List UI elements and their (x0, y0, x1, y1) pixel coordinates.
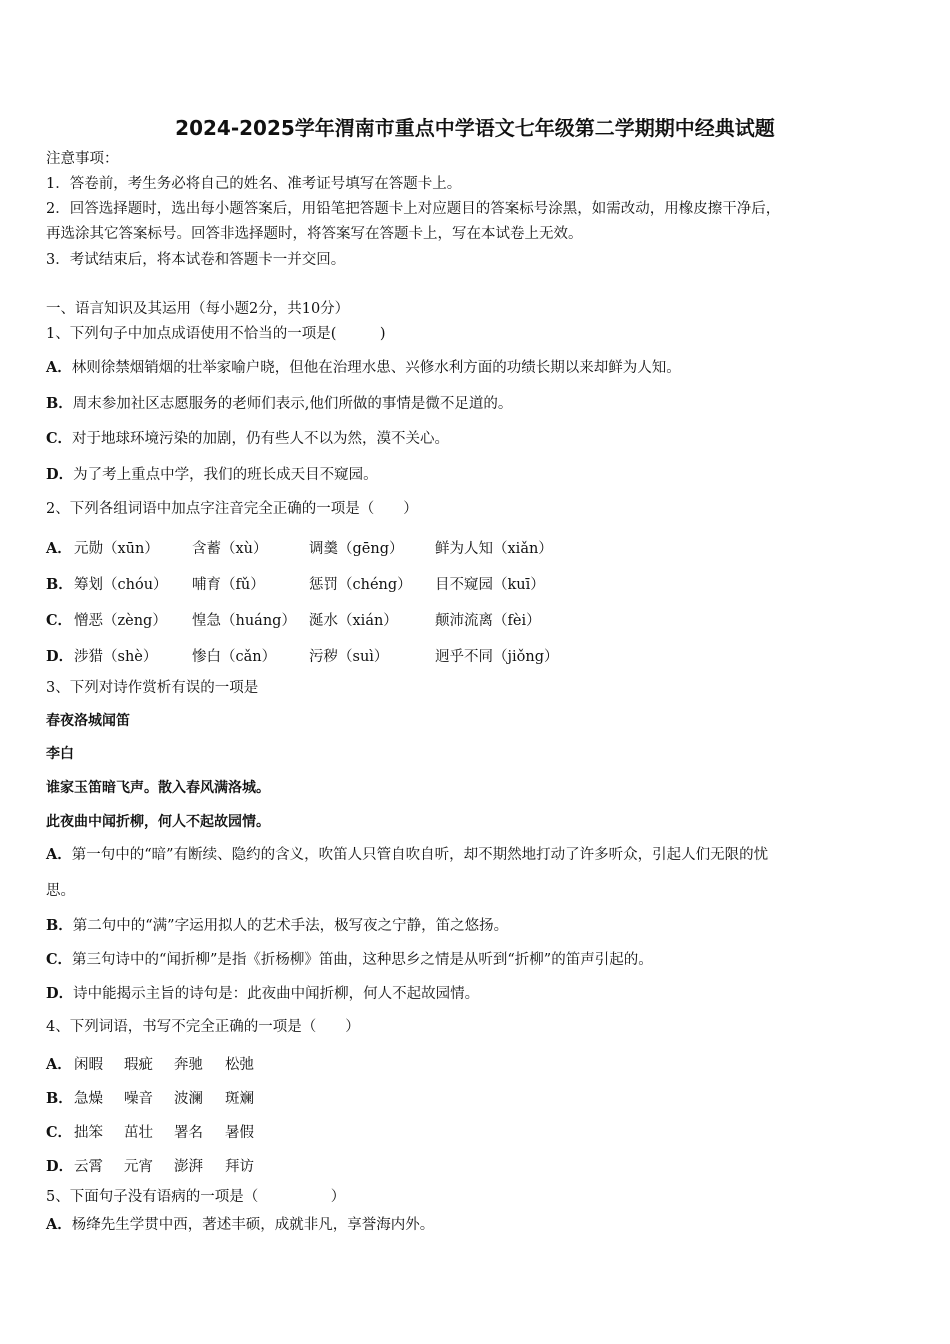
notice-item: 2．回答选择题时，选出每小题答案后，用铅笔把答题卡上对应题目的答案标号涂黑，如需改动，用橡皮擦干净后， (46, 201, 781, 217)
option-word: 迥乎不同（jiǒng） (435, 649, 559, 665)
question-1-option-a (46, 359, 681, 377)
question-2-stem: 2、下列各组词语中加点字注音完全正确的一项是（ ） (46, 501, 418, 517)
question-4-stem: 4、下列词语，书写不完全正确的一项是（ ） (46, 1019, 360, 1035)
option-word: 茁壮 (124, 1125, 153, 1141)
question-1-stem: 1、下列句子中加点成语使用不恰当的一项是( ) (46, 326, 386, 342)
option-word: 含蓄（xù） (192, 541, 268, 557)
option-text: 周末参加社区志愿服务的老师们表示,他们所做的事情是微不足道的。 (72, 396, 513, 412)
option-text: 第三句诗中的“闻折柳”是指《折杨柳》笛曲，这种思乡之情是从听到“折柳”的笛声引起的。 (72, 952, 653, 968)
option-word: 憎恶（zèng） (74, 613, 167, 629)
option-label: D． (46, 1158, 74, 1175)
option-word: 暑假 (225, 1125, 254, 1141)
option-word: 斑斓 (225, 1091, 254, 1107)
option-word: 涉猎（shè） (74, 649, 158, 665)
option-word: 松弛 (225, 1057, 254, 1073)
option-text: 为了考上重点中学，我们的班长成天目不窥园。 (73, 467, 378, 483)
option-label: A． (46, 846, 72, 863)
question-3-option-d (46, 985, 479, 1003)
option-word: 污秽（suì） (309, 649, 389, 665)
question-5-stem: 5、下面句子没有语病的一项是（ ） (46, 1189, 346, 1205)
option-text: 第一句中的“暗”有断续、隐约的含义，吹笛人只管自吹自听，却不期然地打动了许多听众，引起人们无限的忧 (71, 847, 769, 863)
option-word: 瑕疵 (124, 1057, 153, 1073)
option-text: 对于地球环境污染的加剧，仍有些人不以为然，漠不关心。 (72, 431, 450, 447)
poem-line: 谁家玉笛暗飞声。散入春风满洛城。 (46, 780, 270, 796)
question-3-option-a (46, 846, 768, 864)
option-label: B． (46, 1090, 73, 1107)
option-word: 鲜为人知（xiǎn） (435, 541, 553, 557)
question-3-option-b (46, 917, 508, 935)
question-3-option-a-cont: 思。 (46, 883, 75, 899)
option-word: 惩罚（chéng） (309, 577, 412, 593)
poem-title: 春夜洛城闻笛 (46, 713, 130, 729)
option-text: 第二句中的“满”字运用拟人的艺术手法，极写夜之宁静，笛之悠扬。 (72, 918, 509, 934)
option-word: 澎湃 (174, 1159, 203, 1175)
option-label: D． (46, 648, 74, 665)
poem-line: 此夜曲中闻折柳，何人不起故园情。 (46, 814, 270, 830)
option-word: 筹划（chóu） (74, 577, 168, 593)
option-label: A． (46, 1216, 72, 1233)
option-label: A． (46, 540, 72, 557)
question-1-option-d (46, 466, 378, 484)
option-word: 拙笨 (74, 1125, 103, 1141)
option-label: D． (46, 985, 74, 1002)
option-text: 林则徐禁烟销烟的壮举家喻户晓，但他在治理水患、兴修水利方面的功绩长期以来却鲜为人知。 (71, 360, 681, 376)
question-1-option-b (46, 395, 512, 413)
notice-item: 再选涂其它答案标号。回答非选择题时，将答案写在答题卡上，写在本试卷上无效。 (46, 226, 583, 242)
option-label: D． (46, 466, 74, 483)
option-label: B． (46, 395, 73, 412)
poem-author: 李白 (46, 746, 74, 762)
page-title: 2024-2025学年渭南市重点中学语文七年级第二学期期中经典试题 (175, 116, 775, 140)
option-word: 惨白（cǎn） (192, 649, 277, 665)
option-word: 云霄 (74, 1159, 103, 1175)
option-word: 涎水（xián） (309, 613, 398, 629)
option-word: 哺育（fǔ） (192, 577, 265, 593)
notice-item: 3．考试结束后，将本试卷和答题卡一并交回。 (46, 252, 346, 268)
option-text: 杨绛先生学贯中西，著述丰硕，成就非凡，享誉海内外。 (71, 1217, 435, 1233)
option-label: C． (46, 951, 73, 968)
option-label: C． (46, 430, 73, 447)
option-word: 惶急（huáng） (192, 613, 296, 629)
option-label: C． (46, 612, 73, 629)
question-3-stem: 3、下列对诗作赏析有误的一项是 (46, 680, 259, 696)
question-5-option-a (46, 1216, 434, 1234)
option-label: B． (46, 576, 73, 593)
option-word: 噪音 (124, 1091, 153, 1107)
option-word: 拜访 (225, 1159, 254, 1175)
option-label: B． (46, 917, 73, 934)
question-1-option-c (46, 430, 449, 448)
option-word: 元宵 (124, 1159, 153, 1175)
option-word: 署名 (174, 1125, 203, 1141)
notice-item: 1．答卷前，考生务必将自己的姓名、准考证号填写在答题卡上。 (46, 176, 462, 192)
option-word: 目不窥园（kuī） (435, 577, 545, 593)
option-label: A． (46, 359, 72, 376)
option-label: A． (46, 1056, 72, 1073)
option-label: C． (46, 1124, 73, 1141)
option-word: 元勋（xūn） (74, 541, 159, 557)
option-word: 调羹（gēng） (309, 541, 404, 557)
option-word: 颠沛流离（fèi） (435, 613, 541, 629)
option-word: 急燥 (74, 1091, 103, 1107)
notice-heading: 注意事项： (46, 151, 119, 167)
option-word: 闲暇 (74, 1057, 103, 1073)
option-word: 波澜 (174, 1091, 203, 1107)
section-heading: 一、语言知识及其运用（每小题2分，共10分） (46, 301, 350, 317)
option-word: 奔驰 (174, 1057, 203, 1073)
question-3-option-c (46, 951, 653, 969)
option-text: 诗中能揭示主旨的诗句是：此夜曲中闻折柳，何人不起故园情。 (73, 986, 480, 1002)
